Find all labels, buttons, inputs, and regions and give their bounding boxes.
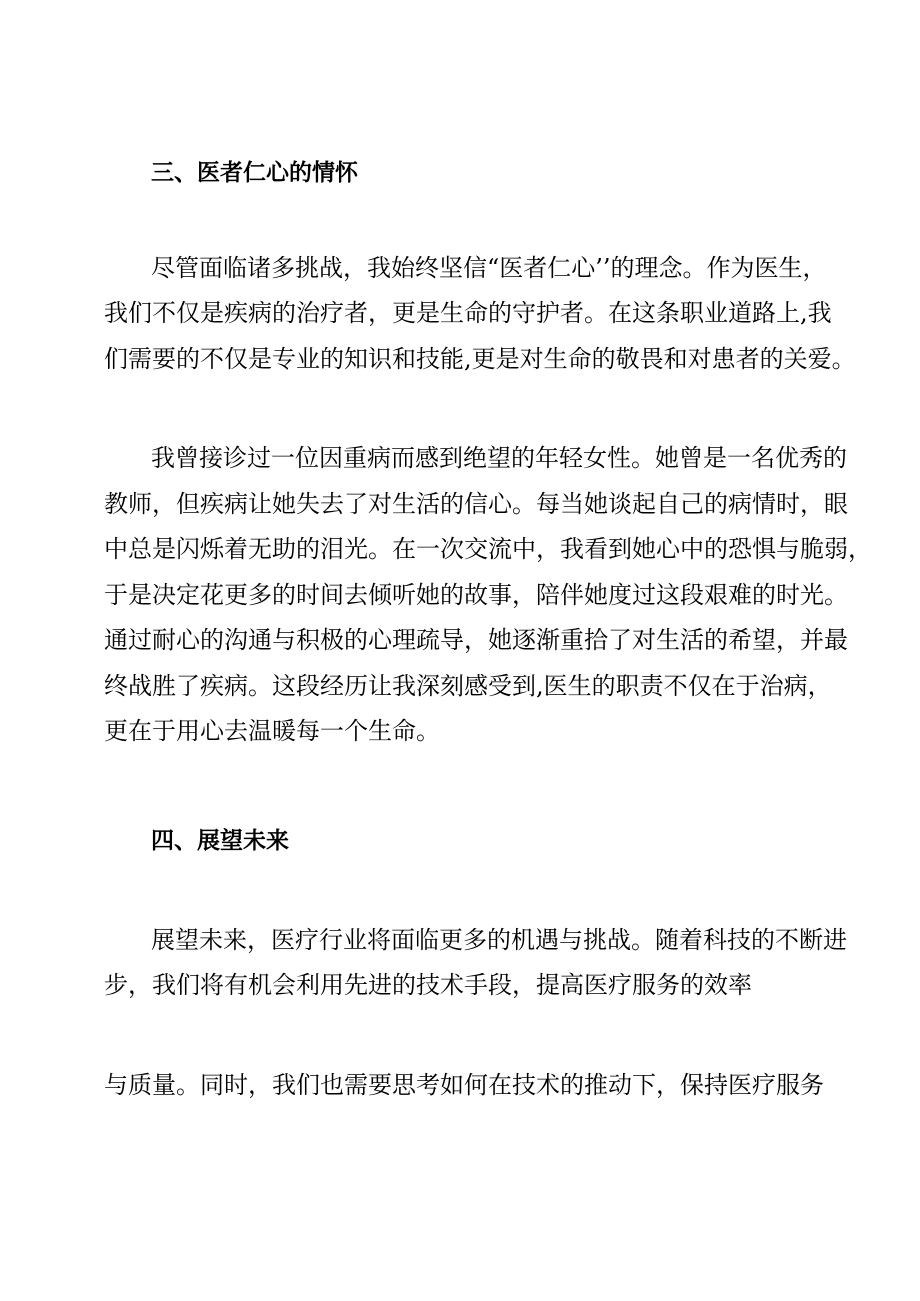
section-3-para-2-line-1: 我曾接诊过一位因重病而感到绝望的年轻女性。她曾是一名优秀的 bbox=[151, 444, 847, 472]
section-4-para-1-line-2: 步，我们将有机会利用先进的技术手段，提高医疗服务的效率 bbox=[104, 971, 752, 999]
section-3-para-2-line-4: 于是决定花更多的时间去倾听她的故事，陪伴她度过这段艰难的时光。 bbox=[104, 581, 848, 609]
section-3-para-2-line-2: 教师，但疾病让她失去了对生活的信心。每当她谈起自己的病情时，眼 bbox=[104, 490, 848, 518]
section-3-para-1-line-1: 尽管面临诸多挑战，我始终坚信“医者仁心’’的理念。作为医生， bbox=[151, 254, 827, 282]
section-3-para-2-line-5: 通过耐心的沟通与积极的心理疏导，她逐渐重拾了对生活的希望，并最 bbox=[104, 626, 848, 654]
section-3-para-2-line-7: 更在于用心去温暖每一个生命。 bbox=[104, 717, 440, 745]
section-4-heading: 四、展望未来 bbox=[151, 828, 289, 854]
section-3-para-1-line-2: 我们不仅是疾病的治疗者，更是生命的守护者。在这条职业道路上,我 bbox=[104, 299, 832, 327]
section-3-para-1-line-3: 们需要的不仅是专业的知识和技能,更是对生命的敬畏和对患者的关爱。 bbox=[104, 345, 856, 373]
section-4-para-2-line-1: 与质量。同时，我们也需要思考如何在技术的推动下，保持医疗服务 bbox=[104, 1071, 824, 1099]
section-3-para-2-line-3: 中总是闪烁着无助的泪光。在一次交流中，我看到她心中的恐惧与脆弱， bbox=[104, 535, 872, 563]
section-3-heading: 三、医者仁心的情怀 bbox=[151, 160, 358, 186]
section-4-para-1-line-1: 展望未来，医疗行业将面临更多的机遇与挑战。随着科技的不断进 bbox=[151, 926, 847, 954]
section-3-para-2-line-6: 终战胜了疾病。这段经历让我深刻感受到,医生的职责不仅在于治病， bbox=[104, 672, 832, 700]
